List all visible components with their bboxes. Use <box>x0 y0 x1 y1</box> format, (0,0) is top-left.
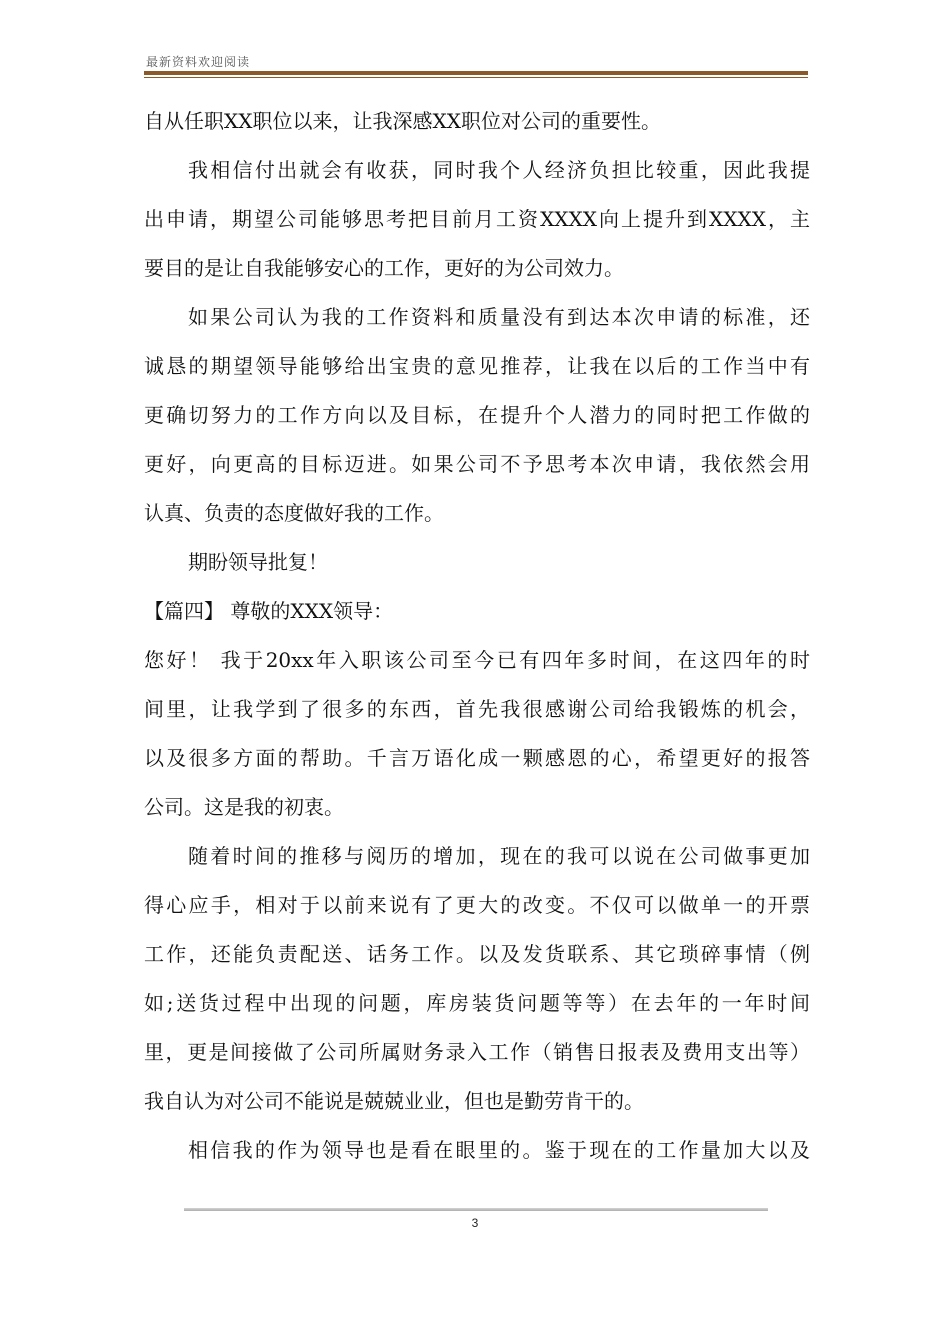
text-line: 里，更是间接做了公司所属财务录入工作（销售日报表及费用支出等） <box>144 1040 810 1064</box>
page-number: 3 <box>471 1216 479 1230</box>
footer-divider <box>184 1208 768 1211</box>
text-line: 出申请，期望公司能够思考把目前月工资XXXX向上提升到XXXX，主 <box>144 207 810 231</box>
header-divider-thin <box>144 77 808 78</box>
text-line: 间里，让我学到了很多的东西，首先我很感谢公司给我锻炼的机会， <box>144 697 810 721</box>
header-divider <box>144 71 808 75</box>
page-header-title: 最新资料欢迎阅读 <box>146 55 251 69</box>
text-line: 随着时间的推移与阅历的增加，现在的我可以说在公司做事更加 <box>188 844 810 868</box>
text-line: 更好，向更高的目标迈进。如果公司不予思考本次申请，我依然会用 <box>144 452 810 476</box>
text-line: 更确切努力的工作方向以及目标，在提升个人潜力的同时把工作做的 <box>144 403 810 427</box>
text-line: 我自认为对公司不能说是兢兢业业，但也是勤劳肯干的。 <box>144 1089 644 1113</box>
text-line: 如果公司认为我的工作资料和质量没有到达本次申请的标准，还 <box>188 305 810 329</box>
text-line: 我相信付出就会有收获，同时我个人经济负担比较重，因此我提 <box>188 158 810 182</box>
text-line: 如;送货过程中出现的问题，库房装货问题等等）在去年的一年时间 <box>144 991 810 1015</box>
text-line: 认真、负责的态度做好我的工作。 <box>144 501 444 525</box>
text-line: 您好！ 我于20xx年入职该公司至今已有四年多时间，在这四年的时 <box>144 648 810 672</box>
text-line: 【篇四】 尊敬的XXX领导： <box>144 599 394 623</box>
text-line: 相信我的作为领导也是看在眼里的。鉴于现在的工作量加大以及 <box>188 1138 810 1162</box>
text-line: 以及很多方面的帮助。千言万语化成一颗感恩的心，希望更好的报答 <box>144 746 810 770</box>
text-line: 自从任职XX职位以来，让我深感XX职位对公司的重要性。 <box>144 109 661 133</box>
text-line: 公司。这是我的初衷。 <box>144 795 344 819</box>
document-body <box>144 97 810 1175</box>
text-line: 要目的是让自我能够安心的工作，更好的为公司效力。 <box>144 256 624 280</box>
text-line: 诚恳的期望领导能够给出宝贵的意见推荐，让我在以后的工作当中有 <box>144 354 810 378</box>
text-line: 工作，还能负责配送、话务工作。以及发货联系、其它琐碎事情（例 <box>144 942 810 966</box>
text-line: 得心应手，相对于以前来说有了更大的改变。不仅可以做单一的开票 <box>144 893 810 917</box>
text-line: 期盼领导批复！ <box>188 550 328 574</box>
